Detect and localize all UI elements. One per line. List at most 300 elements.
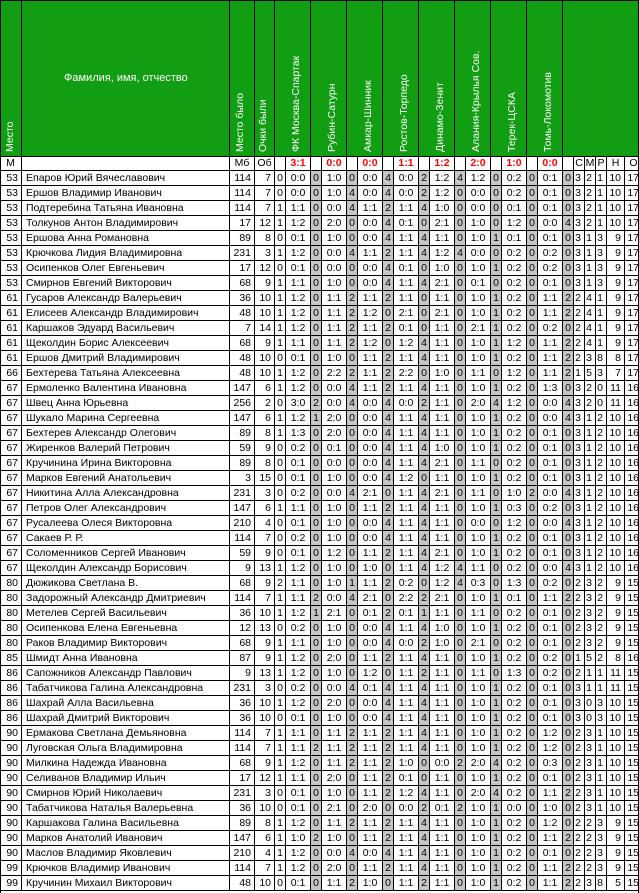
- place-cell: 67: [0, 396, 22, 411]
- forecast-cell: 1:1: [286, 501, 311, 516]
- forecast-cell: 1:2: [430, 576, 455, 591]
- forecast-cell: 0:0: [322, 456, 347, 471]
- stat-cell: 0: [585, 696, 596, 711]
- points-cell: 2: [383, 741, 394, 756]
- forecast-cell: 1:0: [466, 591, 491, 606]
- forecast-cell: 0:1: [538, 441, 563, 456]
- stat-cell: 10: [607, 531, 625, 546]
- value-cell: 15: [255, 471, 275, 486]
- participant-name: Никитина Алла Александровна: [22, 486, 230, 501]
- points-cell: 0: [455, 816, 466, 831]
- forecast-cell: 0:1: [286, 876, 311, 891]
- stat-cell: 2: [585, 846, 596, 861]
- forecast-cell: 1:1: [466, 666, 491, 681]
- forecast-cell: 1:0: [466, 501, 491, 516]
- stat-cell: 10: [607, 441, 625, 456]
- stat-cell: 1: [596, 186, 607, 201]
- stat-cell: 15: [625, 741, 639, 756]
- points-cell: 1: [491, 291, 502, 306]
- forecast-cell: 0:2: [502, 651, 527, 666]
- participant-name: Ермакова Светлана Демьяновна: [22, 726, 230, 741]
- forecast-cell: 0:3: [538, 756, 563, 771]
- header-match-6: Алания-Крылья Сов.: [470, 50, 482, 152]
- forecast-cell: 1:0: [322, 621, 347, 636]
- points-cell: 4: [347, 681, 358, 696]
- points-cell: 4: [419, 816, 430, 831]
- points-cell: 4: [491, 756, 502, 771]
- points-cell: 1: [491, 816, 502, 831]
- table-row: [0, 471, 639, 486]
- value-cell: 3: [255, 786, 275, 801]
- forecast-cell: 0:0: [286, 171, 311, 186]
- subheader-blank: [22, 157, 230, 171]
- points-cell: 0: [491, 666, 502, 681]
- forecast-cell: 0:0: [358, 396, 383, 411]
- points-cell: 1: [491, 711, 502, 726]
- points-cell: 0: [527, 666, 538, 681]
- points-cell: 1: [275, 771, 286, 786]
- header-place-was: Место было: [234, 92, 246, 152]
- value-cell: 87: [230, 651, 255, 666]
- stat-cell: 3: [574, 396, 585, 411]
- value-cell: 17: [230, 771, 255, 786]
- value-cell: 68: [230, 336, 255, 351]
- forecast-cell: 1:1: [286, 201, 311, 216]
- points-cell: 0: [563, 666, 574, 681]
- stat-cell: 2: [574, 606, 585, 621]
- stat-cell: 3: [574, 561, 585, 576]
- points-cell: 0: [527, 711, 538, 726]
- forecast-cell: 0:1: [538, 201, 563, 216]
- points-cell: 2: [347, 816, 358, 831]
- header-divider: [274, 0, 275, 157]
- forecast-cell: 0:2: [538, 666, 563, 681]
- points-cell: 0: [455, 351, 466, 366]
- points-cell: 0: [455, 261, 466, 276]
- forecast-cell: 1:0: [466, 231, 491, 246]
- points-cell: 1: [275, 306, 286, 321]
- forecast-cell: 1:1: [286, 276, 311, 291]
- points-cell: 4: [347, 186, 358, 201]
- stat-cell: 16: [625, 471, 639, 486]
- points-cell: 0: [275, 786, 286, 801]
- table-row: [0, 291, 639, 306]
- forecast-cell: 1:2: [394, 786, 419, 801]
- table-row: [0, 381, 639, 396]
- points-cell: 1: [491, 771, 502, 786]
- points-cell: 0: [347, 456, 358, 471]
- points-cell: 1: [491, 801, 502, 816]
- forecast-cell: 0:0: [322, 381, 347, 396]
- forecast-cell: 1:1: [394, 741, 419, 756]
- points-cell: 0: [455, 501, 466, 516]
- points-cell: 0: [455, 846, 466, 861]
- points-cell: 2: [455, 801, 466, 816]
- points-cell: 2: [383, 201, 394, 216]
- participant-name: Каршакова Галина Васильевна: [22, 816, 230, 831]
- forecast-cell: 1:1: [430, 786, 455, 801]
- stat-cell: 3: [596, 696, 607, 711]
- place-cell: 85: [0, 651, 22, 666]
- forecast-cell: 1:0: [466, 426, 491, 441]
- forecast-cell: 0:2: [502, 711, 527, 726]
- points-cell: 0: [311, 651, 322, 666]
- forecast-cell: 1:1: [394, 531, 419, 546]
- points-cell: 0: [527, 336, 538, 351]
- points-cell: 0: [311, 261, 322, 276]
- table-row: [0, 621, 639, 636]
- points-cell: 0: [311, 771, 322, 786]
- stat-cell: 10: [607, 501, 625, 516]
- forecast-cell: 1:1: [394, 711, 419, 726]
- value-cell: 9: [255, 576, 275, 591]
- points-cell: 1: [275, 411, 286, 426]
- forecast-cell: 0:2: [502, 696, 527, 711]
- points-cell: 1: [311, 411, 322, 426]
- points-cell: 1: [491, 546, 502, 561]
- value-cell: 114: [230, 591, 255, 606]
- forecast-cell: 0:1: [286, 786, 311, 801]
- points-cell: 4: [419, 486, 430, 501]
- stat-cell: 7: [607, 366, 625, 381]
- points-cell: 1: [275, 666, 286, 681]
- place-cell: 61: [0, 351, 22, 366]
- forecast-cell: 0:1: [538, 231, 563, 246]
- stat-cell: 15: [625, 591, 639, 606]
- points-cell: 0: [347, 561, 358, 576]
- points-cell: 1: [491, 381, 502, 396]
- stat-cell: 3: [574, 471, 585, 486]
- points-cell: 4: [347, 201, 358, 216]
- forecast-cell: 2:1: [430, 591, 455, 606]
- value-cell: 256: [230, 396, 255, 411]
- forecast-cell: 0:2: [538, 321, 563, 336]
- points-cell: 0: [527, 696, 538, 711]
- points-cell: 4: [419, 516, 430, 531]
- forecast-cell: 0:0: [322, 681, 347, 696]
- stat-cell: 9: [607, 261, 625, 276]
- forecast-cell: 1:1: [358, 726, 383, 741]
- points-cell: 0: [527, 816, 538, 831]
- stat-cell: 3: [574, 696, 585, 711]
- points-cell: 2: [383, 816, 394, 831]
- subheader-score-1: 3:1: [286, 157, 311, 171]
- forecast-cell: 0:2: [286, 621, 311, 636]
- points-cell: 4: [563, 486, 574, 501]
- points-cell: 4: [419, 276, 430, 291]
- forecast-cell: 1:1: [358, 366, 383, 381]
- place-cell: 53: [0, 186, 22, 201]
- forecast-cell: 0:0: [358, 411, 383, 426]
- forecast-cell: 1:2: [286, 561, 311, 576]
- forecast-cell: 2:0: [322, 771, 347, 786]
- forecast-cell: 1:1: [394, 726, 419, 741]
- stat-cell: 3: [585, 636, 596, 651]
- points-cell: 0: [311, 306, 322, 321]
- forecast-cell: 1:0: [322, 576, 347, 591]
- forecast-cell: 0:1: [538, 696, 563, 711]
- stat-cell: 2: [585, 861, 596, 876]
- place-cell: 90: [0, 756, 22, 771]
- stat-cell: 15: [625, 711, 639, 726]
- stat-cell: 1: [596, 771, 607, 786]
- forecast-cell: 0:3: [502, 501, 527, 516]
- stat-cell: 1: [596, 741, 607, 756]
- points-cell: 0: [347, 696, 358, 711]
- forecast-cell: 1:2: [430, 246, 455, 261]
- points-cell: 1: [275, 366, 286, 381]
- value-cell: 114: [230, 171, 255, 186]
- table-row: [0, 591, 639, 606]
- subheader-stat-М: М: [585, 157, 595, 169]
- points-cell: 0: [455, 216, 466, 231]
- points-cell: 0: [347, 621, 358, 636]
- stat-cell: 3: [585, 786, 596, 801]
- points-cell: 0: [347, 411, 358, 426]
- stat-cell: 2: [596, 471, 607, 486]
- points-cell: 1: [275, 726, 286, 741]
- stat-cell: 16: [625, 546, 639, 561]
- points-cell: 0: [563, 681, 574, 696]
- stat-cell: 16: [625, 651, 639, 666]
- forecast-cell: 1:2: [502, 516, 527, 531]
- forecast-cell: 0:1: [538, 681, 563, 696]
- forecast-cell: 1:1: [322, 321, 347, 336]
- points-cell: 1: [491, 726, 502, 741]
- value-cell: 68: [230, 576, 255, 591]
- subheader-score-6: 2:0: [466, 157, 491, 171]
- forecast-cell: 1:0: [466, 711, 491, 726]
- table-row: [0, 231, 639, 246]
- stat-cell: 9: [607, 636, 625, 651]
- table-row: [0, 216, 639, 231]
- stat-cell: 10: [607, 426, 625, 441]
- value-cell: 89: [230, 231, 255, 246]
- points-cell: 0: [311, 846, 322, 861]
- forecast-cell: 0:2: [502, 621, 527, 636]
- value-cell: 8: [255, 456, 275, 471]
- points-cell: 0: [383, 486, 394, 501]
- stat-cell: 2: [596, 411, 607, 426]
- stat-cell: 3: [585, 351, 596, 366]
- points-cell: 0: [455, 786, 466, 801]
- forecast-cell: 0:0: [322, 846, 347, 861]
- forecast-cell: 1:1: [430, 291, 455, 306]
- forecast-cell: 1:1: [286, 591, 311, 606]
- stat-cell: 8: [596, 876, 607, 891]
- points-cell: 1: [275, 216, 286, 231]
- points-cell: 1: [491, 261, 502, 276]
- forecast-cell: 1:1: [358, 546, 383, 561]
- value-cell: 114: [230, 531, 255, 546]
- value-cell: 3: [230, 471, 255, 486]
- points-cell: 1: [491, 351, 502, 366]
- points-cell: 0: [563, 201, 574, 216]
- points-cell: 0: [527, 756, 538, 771]
- points-cell: 0: [311, 171, 322, 186]
- stat-cell: 15: [625, 681, 639, 696]
- forecast-cell: 0:1: [286, 261, 311, 276]
- header-divider: [490, 0, 491, 157]
- forecast-cell: 1:0: [358, 561, 383, 576]
- value-cell: 231: [230, 786, 255, 801]
- forecast-cell: 0:2: [502, 681, 527, 696]
- value-cell: 13: [255, 621, 275, 636]
- points-cell: 0: [527, 306, 538, 321]
- points-cell: 0: [563, 576, 574, 591]
- forecast-cell: 0:0: [358, 696, 383, 711]
- value-cell: 12: [230, 621, 255, 636]
- value-cell: 9: [255, 276, 275, 291]
- stat-cell: 1: [596, 171, 607, 186]
- forecast-cell: 1:1: [538, 351, 563, 366]
- points-cell: 1: [491, 831, 502, 846]
- stat-cell: 3: [574, 231, 585, 246]
- points-cell: 2: [383, 756, 394, 771]
- stat-cell: 1: [585, 261, 596, 276]
- place-cell: 67: [0, 486, 22, 501]
- forecast-cell: 1:1: [466, 456, 491, 471]
- stat-cell: 9: [607, 831, 625, 846]
- participant-name: Задорожный Александр Дмитриевич: [22, 591, 230, 606]
- forecast-cell: 1:1: [538, 291, 563, 306]
- forecast-cell: 0:1: [430, 801, 455, 816]
- forecast-cell: 1:0: [466, 621, 491, 636]
- forecast-cell: 1:2: [430, 561, 455, 576]
- points-cell: 2: [383, 546, 394, 561]
- table-row: [0, 336, 639, 351]
- points-cell: 0: [563, 726, 574, 741]
- forecast-cell: 1:1: [394, 486, 419, 501]
- points-cell: 0: [383, 306, 394, 321]
- stat-cell: 1: [585, 681, 596, 696]
- forecast-cell: 0:0: [358, 531, 383, 546]
- table-row: [0, 876, 639, 891]
- points-cell: 0: [311, 666, 322, 681]
- stat-cell: 1: [585, 456, 596, 471]
- forecast-cell: 0:1: [538, 846, 563, 861]
- forecast-cell: 1:1: [430, 666, 455, 681]
- forecast-cell: 1:1: [538, 861, 563, 876]
- forecast-cell: 1:0: [466, 681, 491, 696]
- forecast-cell: 0:0: [322, 261, 347, 276]
- forecast-cell: 1:1: [430, 606, 455, 621]
- points-cell: 0: [563, 456, 574, 471]
- points-cell: 0: [491, 606, 502, 621]
- stat-cell: 9: [607, 816, 625, 831]
- forecast-cell: 1:1: [430, 426, 455, 441]
- points-cell: 0: [311, 426, 322, 441]
- participant-name: Смирнов Евгений Викторович: [22, 276, 230, 291]
- stat-cell: 9: [607, 321, 625, 336]
- forecast-cell: 1:0: [358, 876, 383, 891]
- forecast-cell: 0:2: [538, 651, 563, 666]
- forecast-cell: 1:0: [322, 636, 347, 651]
- forecast-cell: 1:0: [466, 441, 491, 456]
- subheader-pt: [527, 157, 538, 171]
- points-cell: 0: [491, 516, 502, 531]
- value-cell: 2: [255, 396, 275, 411]
- points-cell: 0: [347, 426, 358, 441]
- stat-cell: 3: [574, 681, 585, 696]
- forecast-cell: 1:1: [430, 231, 455, 246]
- points-cell: 0: [563, 441, 574, 456]
- subheader-ob: Об: [255, 157, 275, 171]
- points-cell: 0: [383, 801, 394, 816]
- forecast-cell: 1:2: [358, 336, 383, 351]
- stat-cell: 1: [596, 291, 607, 306]
- stat-cell: 17: [625, 231, 639, 246]
- points-cell: 0: [527, 246, 538, 261]
- forecast-cell: 1:0: [466, 696, 491, 711]
- forecast-cell: 0:2: [502, 876, 527, 891]
- points-cell: 2: [383, 606, 394, 621]
- stat-cell: 16: [625, 396, 639, 411]
- points-cell: 4: [383, 396, 394, 411]
- stat-cell: 1: [585, 246, 596, 261]
- stat-cell: 10: [607, 771, 625, 786]
- forecast-cell: 2:1: [430, 546, 455, 561]
- forecast-cell: 0:0: [394, 801, 419, 816]
- forecast-cell: 1:2: [286, 291, 311, 306]
- points-cell: 0: [311, 321, 322, 336]
- forecast-cell: 1:1: [358, 741, 383, 756]
- forecast-cell: 1:0: [430, 366, 455, 381]
- forecast-cell: 0:0: [358, 186, 383, 201]
- points-cell: 0: [527, 591, 538, 606]
- header-match-5: Динамо-Зенит: [434, 82, 446, 152]
- place-cell: 67: [0, 561, 22, 576]
- place-cell: 80: [0, 636, 22, 651]
- stat-cell: 10: [607, 186, 625, 201]
- header-divider: [562, 0, 563, 157]
- stat-cell: 2: [585, 201, 596, 216]
- value-cell: 7: [255, 861, 275, 876]
- points-cell: 0: [491, 201, 502, 216]
- subheader-stat-Р: Р: [596, 157, 607, 171]
- stat-cell: 1: [585, 516, 596, 531]
- stat-cell: 2: [574, 321, 585, 336]
- forecast-cell: 2:0: [322, 426, 347, 441]
- forecast-cell: 0:1: [538, 546, 563, 561]
- forecast-cell: 1:0: [466, 816, 491, 831]
- forecast-cell: 0:0: [358, 456, 383, 471]
- table-row: [0, 711, 639, 726]
- stat-cell: 1: [596, 201, 607, 216]
- stat-cell: 3: [596, 861, 607, 876]
- stat-cell: 2: [574, 666, 585, 681]
- points-cell: 4: [419, 846, 430, 861]
- points-cell: 0: [455, 696, 466, 711]
- value-cell: 89: [230, 816, 255, 831]
- forecast-cell: 1:0: [466, 471, 491, 486]
- stat-cell: 3: [585, 756, 596, 771]
- forecast-cell: 2:0: [466, 786, 491, 801]
- forecast-cell: 1:1: [430, 501, 455, 516]
- participant-name: Осипенкова Елена Евгеньевна: [22, 621, 230, 636]
- forecast-cell: 1:2: [394, 336, 419, 351]
- points-cell: 0: [491, 246, 502, 261]
- points-cell: 0: [347, 501, 358, 516]
- points-cell: 0: [563, 231, 574, 246]
- points-cell: 4: [419, 351, 430, 366]
- stat-cell: 1: [585, 531, 596, 546]
- forecast-cell: 2:1: [358, 591, 383, 606]
- value-cell: 12: [255, 216, 275, 231]
- points-cell: 0: [275, 231, 286, 246]
- points-cell: 0: [311, 531, 322, 546]
- points-cell: 4: [383, 186, 394, 201]
